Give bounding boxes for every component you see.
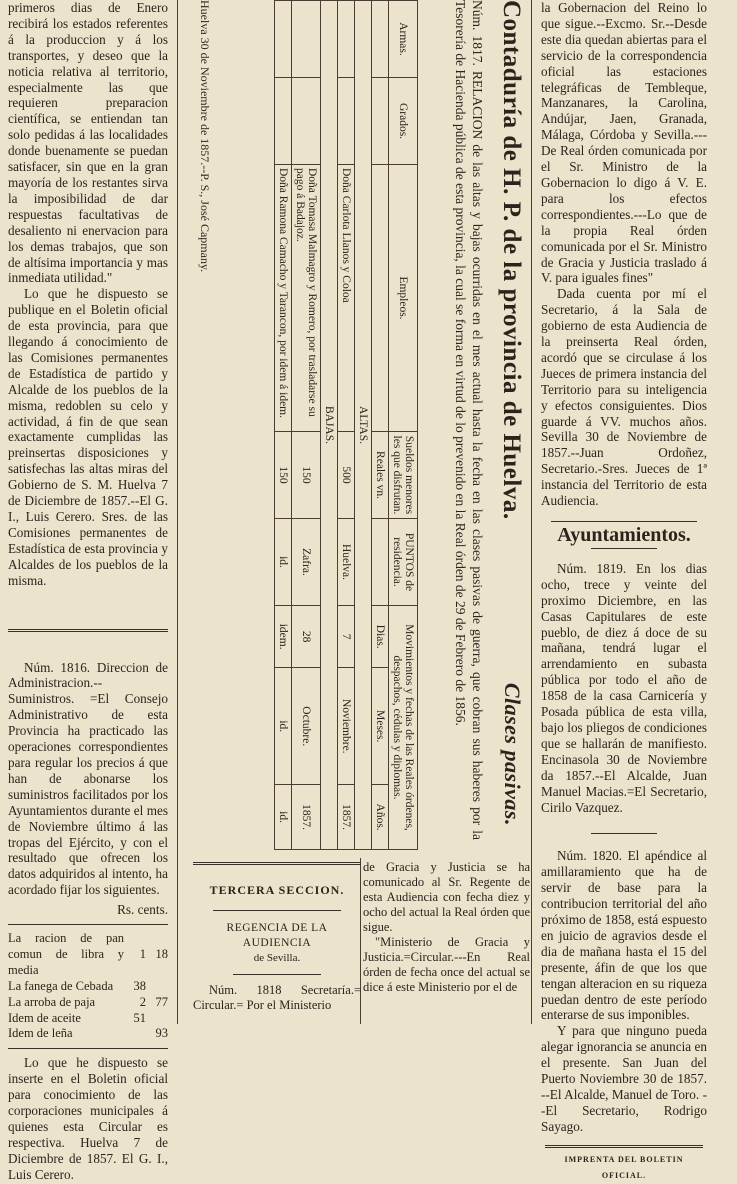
table-row: Doña Ramona Camacho y Tarancon, por idem á idem. 150 id. idem. id. id. <box>275 1 292 850</box>
divider <box>591 833 657 834</box>
bajas-label: BAJAS. <box>321 1 338 850</box>
divider <box>193 862 361 865</box>
contaduria-title: Contaduría de H. P. de la provincia de Huelva. Clases pasivas. <box>498 0 525 826</box>
regencia-heading: REGENCIA DE LA AUDIENCIA <box>226 922 328 949</box>
divider <box>551 521 697 522</box>
table-row: La fanega de Cebada 38 <box>8 978 146 993</box>
col-header: PUNTOS de residencia. <box>389 519 418 606</box>
ayuntamientos-heading: Ayuntamientos. <box>557 524 691 546</box>
right-column <box>541 0 707 1184</box>
col-header: Movimientos y fechas de las Reales órdenes, despachos, cédulas y diplomas. <box>389 606 418 850</box>
paragraph: Y para que ninguno pueda alegar ignorancia se anuncia en el presente. San Juan del Puerto Noviembre 30 de 1857. --El Alcalde, Manuel de Toro. --El Secretario, Rodrigo Sayago. <box>541 1023 707 1134</box>
paragraph: la Gobernacion del Reino lo que sigue.--Excmo. Sr.--Desde este dia quedan abiertas para el servicio de la correspondencia oficial las estaciones telegráficas de Tembleque, Manzanares, la Carolina, Andújar, Jaen, Granada, Málaga, Córdoba y Sevilla.---De Real órden comunicada por el Sr. Ministro de la Gobernacion lo digo á V. E. para los efectos correspondientes.---Lo que de la propia Real órden comunicada por el Sr. Ministro de Gracia y Justicia traslado á V. para iguales fines" <box>541 0 707 286</box>
col-header: Reales vn. <box>372 432 389 519</box>
divider <box>213 910 341 911</box>
paragraph: Lo que he dispuesto se publique en el Boletin oficial de esta provincia, para que llegando á conocimiento de las Comisiones permanentes de Estadística de partido y Alcalde de los pueblos de la misma, redoblen su celo y actividad, á fin de que sean exactamente cumplidas las preinsertas disposiciones y satisfechas las altas miras del Gobierno de S. M. Huelva 7 de Diciembre de 1857.--El G. I., Luis Cerero. Sres. de las Comisiones permanentes de Estadística de esta provincia y Alcaldes de los pueblos de la misma. <box>8 286 168 588</box>
paragraph: "Ministerio de Gracia y Justicia.=Circular.---En Real órden de fecha once del actual se dice á este Ministerio por el de <box>363 935 530 994</box>
relacion-footer: Huelva 30 de Noviembre de 1857.--P. S., José Capmany. <box>198 0 212 273</box>
tercera-seccion <box>193 860 361 1013</box>
col-header: Armas. <box>389 1 418 78</box>
relacion-table <box>274 0 418 850</box>
divider <box>8 924 168 925</box>
column-rule <box>177 0 178 1024</box>
divider <box>8 1048 168 1049</box>
tercera-seccion-cont <box>363 860 530 995</box>
table-row: Doña Tomasa Malmagro y Romero, por trasladarse su pago á Badajoz. 150 Zafra. 28 Octubre. 1857. <box>292 1 321 850</box>
divider <box>545 1145 703 1148</box>
paragraph: Lo que he dispuesto se inserte en el Boletin oficial para conocimiento de las corporaciones municipales á quienes esta Circular es respectiva. Huelva 7 de Diciembre de 1857. El G. I., Luis Cerero. <box>8 1055 168 1182</box>
table-row: La arroba de paja 2 77 <box>8 994 168 1009</box>
table-row: Doña Carlota Llanos y Coloa 500 Huelva. 7 Noviembre. 1857. <box>338 1 355 850</box>
paragraph: Núm. 1820. El apéndice al amillaramiento que ha de servir de base para la contribucion territorial del año próximo de 1858, está espuesto en juicio de agravios desde el dia de mañana hasta el 15 del presente, áfin de que los que tengan alteracion en su riqueza puedan dentro de este período enterarse de sus imponibles. <box>541 848 707 1023</box>
paragraph: primeros dias de Enero recibirá los estados referentes á la produccion y á los transportes, y deseo que la noticia relativa al territorio, especialmente las que requieren preparacion científica, se entiendan tan solo pedidas á las localidades donde buenamente se puedan satisfacer, sin que en la gran mayoría de los restantes sirva la imposibilidad de dar respuestas facultativas de desaliento ni enervacion para los demas trabajos, que son de altísima importancia y mas inmediata utilidad." <box>8 0 168 286</box>
divider <box>591 548 657 549</box>
table-row: La racion de pan comun de libra y media 1 18 <box>8 931 168 977</box>
col-header: Empleos. <box>389 165 418 432</box>
price-table <box>8 931 168 1042</box>
col-header: Sueldos menores les que disfrutan. <box>389 432 418 519</box>
altas-label: ALTAS. <box>355 1 372 850</box>
clases-pasivas-title: Clases pasivas. <box>500 682 525 826</box>
left-column <box>8 0 168 1183</box>
col-header: Dias. <box>372 606 389 668</box>
divider <box>233 974 321 975</box>
price-header: Rs. cents. <box>117 902 168 918</box>
section-title: TERCERA SECCION. <box>209 883 345 897</box>
col-header: Meses. <box>372 668 389 785</box>
table-row: Idem de leña 93 <box>8 1026 168 1041</box>
regencia-sub: de Sevilla. <box>253 952 301 964</box>
imprenta-credit: IMPRENTA DEL BOLETIN OFICIAL. <box>564 1154 684 1180</box>
rotated-section <box>188 0 530 856</box>
col-header: Años. <box>372 785 389 850</box>
col-header: Grados. <box>389 78 418 165</box>
paragraph: Núm. 1819. En los dias ocho, trece y veinte del proximo Diciembre, en las Casas Capitulares de este pueblo, de diez á doce de su mañana, tendrá lugar el arrendamiento en subasta pública por todo el año de 1858 de la casa Carnicería y Posada pública de esta villa, bajo los pliegos de condiciones que se hallarán de manifiesto. Encinasola 30 de Noviembre da 1857.--El Alcalde, Juan Manuel Macias.=El Secretario, Cirilo Vazquez. <box>541 560 707 815</box>
paragraph: Núm. 1818 Secretaría.= Circular.= Por el Ministerio <box>193 983 361 1012</box>
paragraph: Núm. 1816. Direccion de Administracion.--Suministros. =El Consejo Administrativo de esta Provincia ha practicado las operaciones correspondientes para regular los precios á que han de abonarse los suministros facilitados por los Ayuntamientos durante el mes de Noviembre último á las tropas del Ejército, y con el resultado que ofrecen los datos adquiridos al intento, ha acordado fijar los siguientes. <box>8 659 168 898</box>
divider <box>8 629 168 632</box>
relacion-intro: Núm. 1817. RELACION de las altas y bajas ocurridas en el mes actual hasta la fecha en las clases pasivas de guerra, que cobran sus haberes por la Tesorería de Hacienda pública de esta provincia, la cual se forma en virtud de lo prevenido en la Real órden de 29 de Febrero de 1856. <box>453 0 485 840</box>
paragraph: Dada cuenta por mí el Secretario, á la Sala de gobierno de esta Audiencia de la preinserta Real órden, acordó que se circulase á los Jueces de primera instancia del Territorio para su inteligencia y efectos consiguientes. Dios guarde á VV. muchos años. Sevilla 30 de Noviembre de 1857.--Juan Ordoñez, Secretario.-Sres. Jueces de 1ª instancia del Territorio de esta Audiencia. <box>541 286 707 509</box>
column-rule <box>531 0 532 1024</box>
table-row: Idem de aceite 51 <box>8 1010 146 1025</box>
paragraph: de Gracia y Justicia se ha comunicado al Sr. Regente de esta Audiencia con fecha diez y ocho del actual la Real órden que sigue. <box>363 860 530 934</box>
